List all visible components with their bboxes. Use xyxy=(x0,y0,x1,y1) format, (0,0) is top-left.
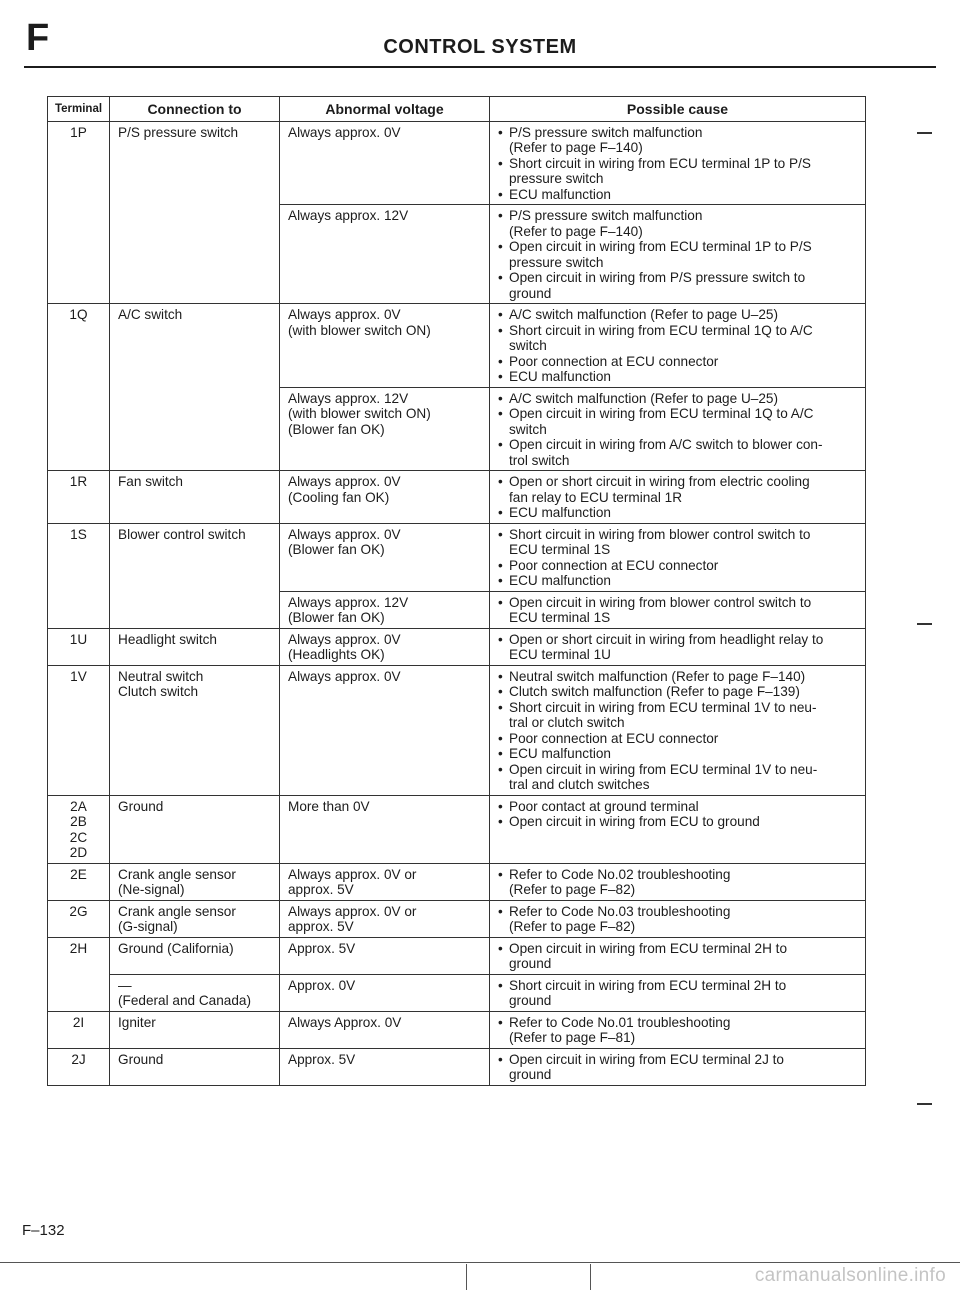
cause-item: • ECU malfunction xyxy=(509,187,859,203)
footer-rule xyxy=(0,1262,960,1263)
voltage-cell: Always approx. 0V (Cooling fan OK) xyxy=(280,471,490,524)
possible-cause-cell xyxy=(490,387,866,471)
voltage-cell: Approx. 0V xyxy=(280,974,490,1011)
connection-cell: Neutral switch Clutch switch xyxy=(110,665,280,795)
possible-cause-cell xyxy=(490,900,866,937)
cause-item: • Open circuit in wiring from blower control switch to ECU terminal 1S xyxy=(509,595,859,626)
connection-cell: Ground (California) xyxy=(110,937,280,974)
column-header-terminal: Terminal xyxy=(48,97,110,122)
possible-cause-cell xyxy=(490,471,866,524)
possible-cause-cell xyxy=(490,304,866,388)
cause-list xyxy=(498,978,859,1009)
cause-list xyxy=(498,391,859,469)
table-row xyxy=(48,937,866,974)
voltage-cell: Always approx. 0V xyxy=(280,665,490,795)
cause-item: • Refer to Code No.01 troubleshooting (Refer to page F–81) xyxy=(509,1015,859,1046)
voltage-cell: Always approx. 12V xyxy=(280,205,490,304)
voltage-cell: Always approx. 0V xyxy=(280,121,490,205)
cause-item: • Poor connection at ECU connector xyxy=(509,558,859,574)
cause-item: • P/S pressure switch malfunction (Refer to page F–140) xyxy=(509,208,859,239)
voltage-cell: Always approx. 12V (Blower fan OK) xyxy=(280,591,490,628)
connection-cell: Ground xyxy=(110,1048,280,1085)
margin-mark xyxy=(917,623,932,625)
page-title: CONTROL SYSTEM xyxy=(383,36,577,58)
cause-list xyxy=(498,527,859,589)
possible-cause-cell xyxy=(490,974,866,1011)
cause-item: • Open circuit in wiring from ECU terminal 1Q to A/C switch xyxy=(509,406,859,437)
possible-cause-cell xyxy=(490,1048,866,1085)
possible-cause-cell xyxy=(490,795,866,863)
table-header-row xyxy=(48,97,866,122)
possible-cause-cell xyxy=(490,1011,866,1048)
cause-item: • Short circuit in wiring from ECU terminal 2H to ground xyxy=(509,978,859,1009)
voltage-cell: Approx. 5V xyxy=(280,937,490,974)
cause-item: • ECU malfunction xyxy=(509,505,859,521)
possible-cause-cell xyxy=(490,205,866,304)
voltage-cell: Always Approx. 0V xyxy=(280,1011,490,1048)
cause-item: • ECU malfunction xyxy=(509,573,859,589)
cause-item: • Short circuit in wiring from ECU terminal 1Q to A/C switch xyxy=(509,323,859,354)
possible-cause-cell xyxy=(490,665,866,795)
table-row xyxy=(48,1048,866,1085)
possible-cause-cell xyxy=(490,591,866,628)
connection-cell: Ground xyxy=(110,795,280,863)
cause-item: • Open or short circuit in wiring from electric cooling fan relay to ECU terminal 1R xyxy=(509,474,859,505)
cause-item: • Short circuit in wiring from ECU terminal 1P to P/S pressure switch xyxy=(509,156,859,187)
cause-item: • Short circuit in wiring from ECU terminal 1V to neu- tral or clutch switch xyxy=(509,700,859,731)
cause-item: • A/C switch malfunction (Refer to page U–25) xyxy=(509,391,859,407)
cause-item: • Refer to Code No.03 troubleshooting (Refer to page F–82) xyxy=(509,904,859,935)
cause-item: • Open circuit in wiring from ECU terminal 1P to P/S pressure switch xyxy=(509,239,859,270)
cause-item: • Refer to Code No.02 troubleshooting (Refer to page F–82) xyxy=(509,867,859,898)
connection-cell: Fan switch xyxy=(110,471,280,524)
cause-list xyxy=(498,669,859,793)
table-row xyxy=(48,471,866,524)
possible-cause-cell xyxy=(490,121,866,205)
cause-list xyxy=(498,867,859,898)
voltage-cell: Always approx. 0V or approx. 5V xyxy=(280,863,490,900)
terminal-cell: 1Q xyxy=(48,304,110,471)
terminal-voltage-table xyxy=(47,96,866,1086)
margin-mark xyxy=(917,132,932,134)
connection-cell: Blower control switch xyxy=(110,523,280,628)
cause-list xyxy=(498,474,859,521)
table-body xyxy=(48,121,866,1085)
connection-cell: — (Federal and Canada) xyxy=(110,974,280,1011)
cause-list xyxy=(498,1052,859,1083)
cause-item: • A/C switch malfunction (Refer to page U–25) xyxy=(509,307,859,323)
section-letter: F xyxy=(26,17,50,59)
cause-item: • ECU malfunction xyxy=(509,369,859,385)
cause-list xyxy=(498,941,859,972)
voltage-cell: More than 0V xyxy=(280,795,490,863)
terminal-cell: 1S xyxy=(48,523,110,628)
cause-item: • P/S pressure switch malfunction (Refer to page F–140) xyxy=(509,125,859,156)
connection-cell: A/C switch xyxy=(110,304,280,471)
cause-list xyxy=(498,799,859,830)
cause-list xyxy=(498,904,859,935)
column-header-connection: Connection to xyxy=(110,97,280,122)
voltage-cell: Always approx. 12V (with blower switch ON) (Blower fan OK) xyxy=(280,387,490,471)
cause-item: • Short circuit in wiring from blower control switch to ECU terminal 1S xyxy=(509,527,859,558)
cause-item: • Neutral switch malfunction (Refer to page F–140) xyxy=(509,669,859,685)
cause-item: • Open circuit in wiring from P/S pressure switch to ground xyxy=(509,270,859,301)
binding-tick xyxy=(590,1264,591,1290)
voltage-cell: Approx. 5V xyxy=(280,1048,490,1085)
terminal-cell: 2I xyxy=(48,1011,110,1048)
terminal-cell: 2E xyxy=(48,863,110,900)
table-row xyxy=(48,665,866,795)
cause-item: • Clutch switch malfunction (Refer to page F–139) xyxy=(509,684,859,700)
watermark: carmanualsonline.info xyxy=(754,1265,946,1286)
connection-cell: Headlight switch xyxy=(110,628,280,665)
terminal-cell: 1R xyxy=(48,471,110,524)
cause-item: • Poor connection at ECU connector xyxy=(509,731,859,747)
terminal-cell: 1U xyxy=(48,628,110,665)
voltage-cell: Always approx. 0V (Headlights OK) xyxy=(280,628,490,665)
margin-mark xyxy=(917,1103,932,1105)
cause-item: • Open circuit in wiring from ECU terminal 2H to ground xyxy=(509,941,859,972)
table-row xyxy=(48,795,866,863)
terminal-cell: 1V xyxy=(48,665,110,795)
cause-list xyxy=(498,632,859,663)
terminal-cell: 2J xyxy=(48,1048,110,1085)
connection-cell: Crank angle sensor (G-signal) xyxy=(110,900,280,937)
voltage-cell: Always approx. 0V (Blower fan OK) xyxy=(280,523,490,591)
cause-list xyxy=(498,125,859,203)
possible-cause-cell xyxy=(490,523,866,591)
cause-list xyxy=(498,595,859,626)
connection-cell: Crank angle sensor (Ne-signal) xyxy=(110,863,280,900)
table-row xyxy=(48,304,866,388)
cause-item: • Open circuit in wiring from ECU terminal 1V to neu- tral and clutch switches xyxy=(509,762,859,793)
cause-list xyxy=(498,208,859,301)
voltage-cell: Always approx. 0V or approx. 5V xyxy=(280,900,490,937)
cause-item: • Open circuit in wiring from ECU to ground xyxy=(509,814,859,830)
terminal-cell: 2A 2B 2C 2D xyxy=(48,795,110,863)
table-row xyxy=(48,523,866,591)
cause-item: • Open circuit in wiring from A/C switch to blower con- trol switch xyxy=(509,437,859,468)
cause-item: • Poor connection at ECU connector xyxy=(509,354,859,370)
possible-cause-cell xyxy=(490,628,866,665)
cause-item: • ECU malfunction xyxy=(509,746,859,762)
cause-list xyxy=(498,1015,859,1046)
column-header-voltage: Abnormal voltage xyxy=(280,97,490,122)
connection-cell: P/S pressure switch xyxy=(110,121,280,304)
terminal-cell: 2G xyxy=(48,900,110,937)
table-row xyxy=(48,974,866,1011)
cause-list xyxy=(498,307,859,385)
table-row xyxy=(48,900,866,937)
table-row xyxy=(48,628,866,665)
voltage-cell: Always approx. 0V (with blower switch ON) xyxy=(280,304,490,388)
connection-cell: Igniter xyxy=(110,1011,280,1048)
terminal-cell: 1P xyxy=(48,121,110,304)
column-header-cause: Possible cause xyxy=(490,97,866,122)
possible-cause-cell xyxy=(490,863,866,900)
cause-item: • Open circuit in wiring from ECU terminal 2J to ground xyxy=(509,1052,859,1083)
cause-item: • Poor contact at ground terminal xyxy=(509,799,859,815)
possible-cause-cell xyxy=(490,937,866,974)
table-row xyxy=(48,1011,866,1048)
page-number: F–132 xyxy=(22,1222,65,1239)
terminal-cell: 2H xyxy=(48,937,110,1011)
header-rule xyxy=(24,66,936,68)
table-row xyxy=(48,121,866,205)
table-row xyxy=(48,863,866,900)
binding-tick xyxy=(466,1264,467,1290)
cause-item: • Open or short circuit in wiring from headlight relay to ECU terminal 1U xyxy=(509,632,859,663)
